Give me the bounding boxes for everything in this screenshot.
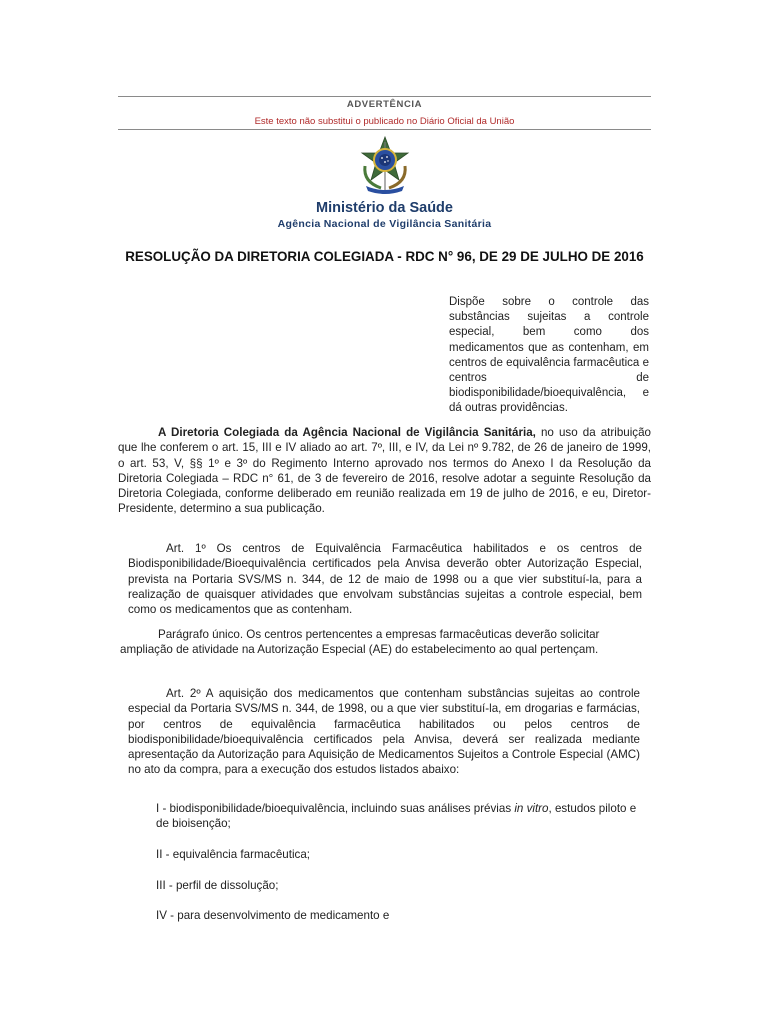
list-item: IV - para desenvolvimento de medicamento e bbox=[156, 909, 390, 922]
list-item bbox=[156, 801, 651, 832]
list-item: II - equivalência farmacêutica; bbox=[156, 848, 311, 861]
ministry-name: Ministério da Saúde bbox=[316, 200, 453, 216]
article-1: Art. 1º Os centros de Equivalência Farmacêutica habilitados e os centros de Biodisponibilidade/Bioequivalência certificados pela Anvisa deverão obter Autorização Especial, prevista na Portaria SVS/MS n. 344, de 12 de maio de 1998 ou a que vier substituí-la, para a realização de quaisquer atividades que envolvam substâncias sujeitas a controle especial, bem como os medicamentos que as contenham. bbox=[128, 542, 642, 617]
preamble-text: no uso da atribuição que lhe conferem o art. 15, III e IV aliado ao art. 7º, III, e IV, da Lei nº 9.782, de 26 de janeiro de 1999, o art. 53, V, §§ 1º e 3º do Regimento Interno aprovado nos termos do Anexo I da Resolução da Diretoria Colegiada – RDC n° 61, de 3 de fevereiro de 2016, resolve adotar a seguinte Resolução da Diretoria Colegiada, conforme deliberado em reunião realizada em 19 de julho de 2016, e eu, Diretor-Presidente, determino a sua publicação. bbox=[118, 426, 651, 516]
item-1-italic: in vitro bbox=[514, 802, 549, 815]
preamble-paragraph bbox=[118, 425, 651, 517]
preamble-lead: A Diretoria Colegiada da Agência Nacional de Vigilância Sanitária, bbox=[158, 426, 536, 439]
advertencia-text: Este texto não substitui o publicado no Diário Oficial da União bbox=[254, 116, 515, 127]
item-1-text: I - biodisponibilidade/bioequivalência, incluindo suas análises prévias bbox=[156, 802, 515, 815]
item-1-tail: , estudos piloto e de bioisenção; bbox=[156, 802, 637, 831]
ementa: Dispõe sobre o controle das substâncias sujeitas a controle especial, bem como dos medicamentos que as contenham, em centros de equivalência farmacêutica e centros de biodisponibilidade/bioequivalência, e dá outras providências. bbox=[449, 296, 649, 415]
brazil-coat-of-arms-icon bbox=[357, 136, 413, 194]
list-item: III - perfil de dissolução; bbox=[156, 879, 279, 892]
paragrafo-unico: Parágrafo único. Os centros pertencentes a empresas farmacêuticas deverão solicitar ampliação de atividade na Autorização Especial (AE) do estabelecimento ao qual pertençam. bbox=[120, 628, 600, 657]
article-2: Art. 2º A aquisição dos medicamentos que contenham substâncias sujeitas ao controle especial da Portaria SVS/MS n. 344, de 1998, ou a que vier substituí-la, em drogarias e farmácias, por centros de equivalência farmacêutica habilitados ou pelos centros de biodisponibilidade/bioequivalência certificados pela Anvisa, deverá ser realizada mediante apresentação da Autorização para Aquisição de Medicamentos Sujeitos a Controle Especial (AMC) no ato da compra, para a execução dos estudos listados abaixo: bbox=[128, 687, 640, 777]
resolution-title: RESOLUÇÃO DA DIRETORIA COLEGIADA - RDC N° 96, DE 29 DE JULHO DE 2016 bbox=[125, 249, 644, 264]
agency-name: Agência Nacional de Vigilância Sanitária bbox=[277, 218, 492, 230]
advertencia-title: ADVERTÊNCIA bbox=[346, 99, 423, 110]
bottom-rule bbox=[118, 129, 651, 130]
top-rule bbox=[118, 96, 651, 97]
